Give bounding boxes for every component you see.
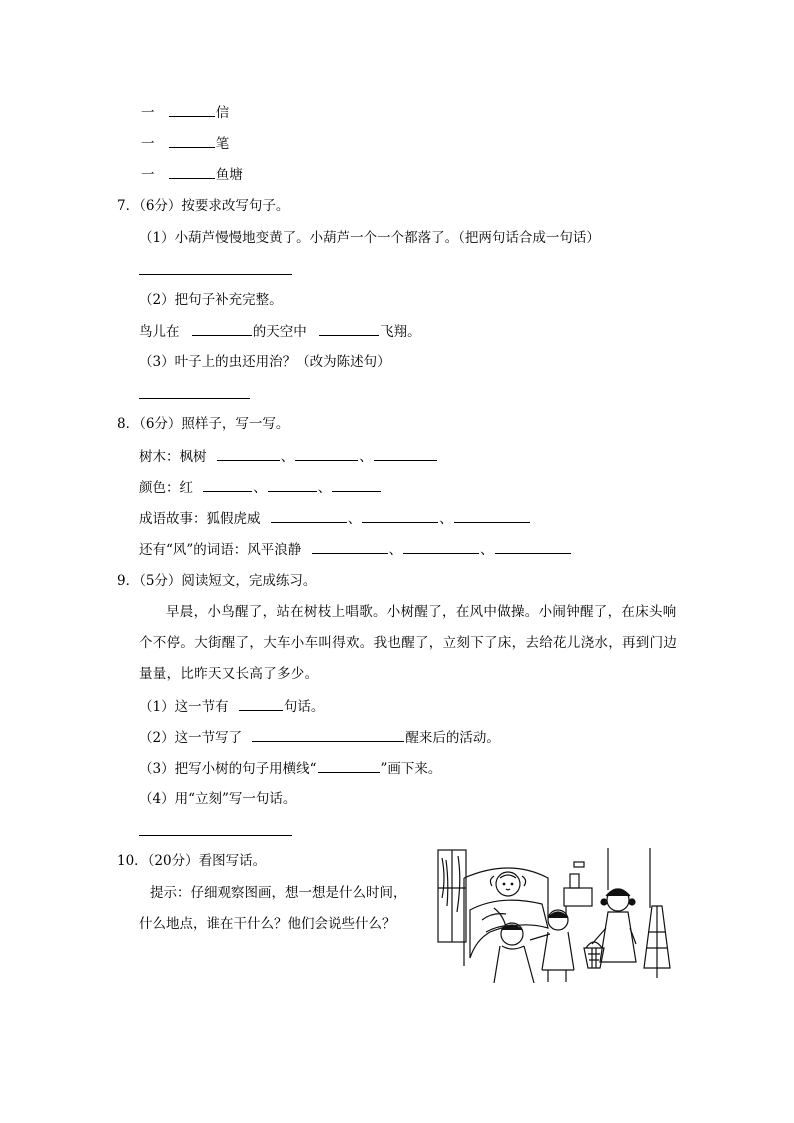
q7-sub1: （1）小葫芦慢慢地变黄了。小葫芦一个一个都落了。（把两句话合成一句话） [139, 230, 600, 246]
separator: 、 [359, 449, 373, 465]
answer-blank[interactable] [318, 759, 380, 773]
item-pen [141, 134, 229, 153]
answer-blank[interactable] [169, 134, 215, 148]
answer-line[interactable] [139, 398, 250, 399]
q9-sub1 [139, 697, 324, 716]
answer-blank[interactable] [362, 509, 438, 523]
separator: 、 [480, 542, 494, 558]
item-letter [141, 103, 229, 122]
q10-title: 10．（20分）看图写话。 [117, 853, 267, 869]
item-prefix: 一 [141, 105, 155, 121]
q9-sub4: （4）用“立刻”写一句话。 [139, 791, 297, 807]
visit-illustration [430, 848, 675, 983]
q8-title: 8．（6分）照样子，写一写。 [117, 416, 290, 432]
answer-blank[interactable] [239, 697, 283, 711]
q9-sub2 [139, 728, 500, 747]
answer-blank[interactable] [454, 509, 530, 523]
q7-sub2-sentence [139, 322, 421, 341]
q9-sub3 [139, 759, 441, 778]
answer-blank[interactable] [332, 478, 381, 492]
q9-sub3-text: ”画下来。 [380, 761, 442, 777]
item-pond [141, 165, 243, 184]
answer-blank[interactable] [271, 509, 347, 523]
q9-sub2-text: （2）这一节写了 [139, 730, 243, 746]
q9-sub2-text: 醒来后的活动。 [405, 730, 500, 746]
q8-row-colors [139, 478, 382, 497]
q8-row-label: 还有“风”的词语：风平浪静 [139, 542, 302, 558]
item-prefix: 一 [141, 136, 155, 152]
answer-blank[interactable] [374, 447, 437, 461]
q9-title: 9．（5分）阅读短文，完成练习。 [117, 573, 317, 589]
answer-blank[interactable] [312, 540, 388, 554]
q9-sub1-text: 句话。 [283, 699, 325, 715]
q10-hint-2: 什么地点，谁在干什么？他们会说些什么？ [139, 916, 396, 932]
q9-sub3-text: （3）把写小树的句子用横线“ [139, 761, 317, 777]
answer-blank[interactable] [192, 322, 252, 336]
answer-blank[interactable] [169, 103, 215, 117]
q8-row-wind [139, 540, 572, 559]
q8-row-label: 成语故事：狐假虎威 [139, 511, 261, 527]
separator: 、 [388, 542, 403, 558]
q9-passage: 早晨，小鸟醒了，站在树枝上唱歌。小树醒了，在风中做操。小闹钟醒了，在床头响个不停。大街醒了，大车小车叫得欢。我也醒了，立刻下了床，去给花儿浇水，再到门边量量，比昨天又长高了多少。 [139, 604, 678, 682]
q7-sentence-part: 飞翔。 [380, 324, 421, 340]
item-suffix: 笔 [215, 136, 230, 152]
q7-title: 7．（6分）按要求改写句子。 [117, 198, 290, 214]
q8-row-label: 树木：枫树 [139, 449, 207, 465]
answer-blank[interactable] [217, 447, 280, 461]
q7-sentence-part: 鸟儿在 [139, 324, 180, 340]
answer-blank[interactable] [268, 478, 317, 492]
separator: 、 [317, 480, 332, 496]
separator: 、 [280, 449, 295, 465]
answer-blank[interactable] [495, 540, 571, 554]
answer-blank[interactable] [203, 478, 252, 492]
separator: 、 [439, 511, 453, 527]
q7-sub2: （2）把句子补充完整。 [139, 292, 283, 308]
separator: 、 [347, 511, 362, 527]
answer-blank[interactable] [169, 165, 215, 179]
answer-blank[interactable] [319, 322, 379, 336]
answer-blank[interactable] [295, 447, 358, 461]
answer-blank[interactable] [403, 540, 479, 554]
separator: 、 [253, 480, 267, 496]
answer-line[interactable] [139, 274, 292, 275]
q7-sentence-part: 的天空中 [252, 324, 307, 340]
q8-row-trees [139, 447, 438, 466]
item-prefix: 一 [141, 167, 155, 183]
q9-sub1-text: （1）这一节有 [139, 699, 229, 715]
item-suffix: 信 [215, 105, 230, 121]
answer-blank[interactable] [252, 728, 404, 742]
q8-row-idioms [139, 509, 531, 528]
answer-line[interactable] [139, 835, 292, 836]
q7-sub3: （3）叶子上的虫还用治？（改为陈述句） [139, 354, 391, 370]
q8-row-label: 颜色：红 [139, 480, 193, 496]
item-suffix: 鱼塘 [215, 167, 243, 183]
q10-hint-1: 提示：仔细观察图画，想一想是什么时间， [150, 885, 407, 901]
